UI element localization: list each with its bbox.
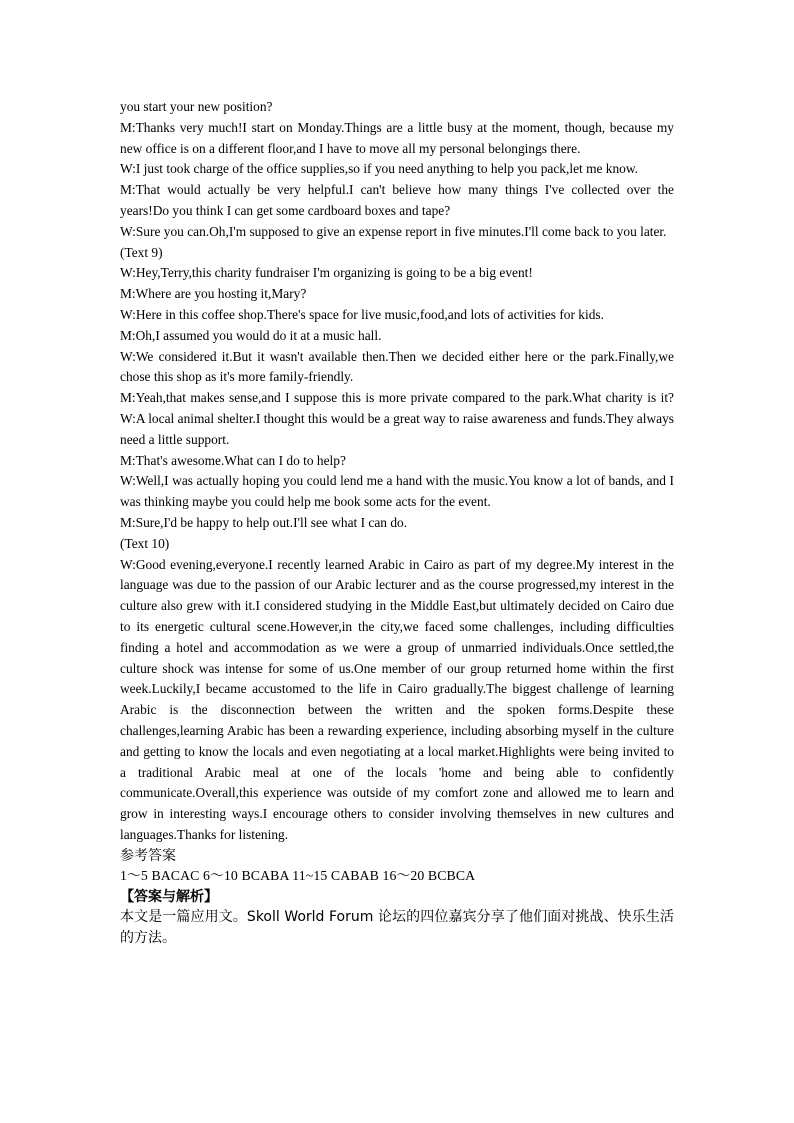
reference-answer-heading: 参考答案 [120,847,176,864]
text-10-label: (Text 10) [120,535,170,551]
transcript-line: W:We considered it.But it wasn't available then.Then we decided either here or the park.Finally,we chose this shop as it's more family-friendly. [120,348,674,385]
text-9-label: (Text 9) [120,244,163,260]
answer-key: 1～5 BACAC 6～10 BCABA 11~15 CABAB 16～20 BCBCA [120,868,476,884]
transcript-line: M:Yeah,that makes sense,and I suppose this is more private compared to the park.What charity is it?W:A local animal shelter.I thought this would be a great way to raise awareness and funds.They always need a little support. [120,390,674,447]
transcript-line: W:Here in this coffee shop.There's space for live music,food,and lots of activities for kids. [120,306,604,322]
transcript-line: W:Well,I was actually hoping you could lend me a hand with the music.You know a lot of bands, and I was thinking maybe you could help me book some acts for the event. [120,473,674,510]
transcript-line: W:Hey,Terry,this charity fundraiser I'm organizing is going to be a big event! [120,265,533,281]
transcript-line: M:That would actually be very helpful.I can't believe how many things I've collected over the years!Do you think I can get some cardboard boxes and tape? [120,182,674,218]
transcript-line: M:Thanks very much!I start on Monday.Things are a little busy at the moment, though, because my new office is on a different floor,and I have to move all my personal belongings there. [120,119,674,156]
transcript-line: you start your new position? [120,99,273,114]
transcript-line: M:Oh,I assumed you would do it at a music hall. [120,327,382,343]
transcript-line: M:Where are you hosting it,Mary? [120,286,307,302]
document-page [120,97,674,949]
analysis-text: 本文是一篇应用文。Skoll World Forum 论坛的四位嘉宾分享了他们面对挑战、快乐生活的方法。 [120,909,674,947]
transcript-line: M:That's awesome.What can I do to help? [120,452,346,468]
transcript-line: W:I just took charge of the office supplies,so if you need anything to help you pack,let me know. [120,161,639,177]
analysis-heading: 【答案与解析】 [120,888,218,905]
transcript-line: M:Sure,I'd be happy to help out.I'll see what I can do. [120,514,408,530]
transcript-line: W:Sure you can.Oh,I'm supposed to give an expense report in five minutes.I'll come back to you later. [120,223,667,239]
text-10-monologue: W:Good evening,everyone.I recently learned Arabic in Cairo as part of my degree.My interest in the language was due to the passion of our Arabic lecturer and as the course progressed,my interest in the culture also grew with it.I considered studying in the Middle East,but ultimately decided on Cairo due to its energetic cultural scene.However,in the city,we faced some challenges, including difficulties finding a hotel and accommodation as we were a group of unmarried individuals.Once settled,the culture shock was intense for some of us.One member of our group returned home within the first week.Luckily,I became accustomed to the life in Cairo gradually.The biggest challenge of learning Arabic is the disconnection between the written and the spoken forms.Despite these challenges,learning Arabic has been a rewarding experience, including absorbing myself in the culture and getting to know the locals and even negotiating at a local market.Highlights were being invited to a traditional Arabic meal at one of the locals 'home and being able to confidently communicate.Overall,this experience was outside of my comfort zone and allowed me to learn and grow in interesting ways.I encourage others to consider involving themselves in new cultures and languages.Thanks for listening. [120,556,674,842]
